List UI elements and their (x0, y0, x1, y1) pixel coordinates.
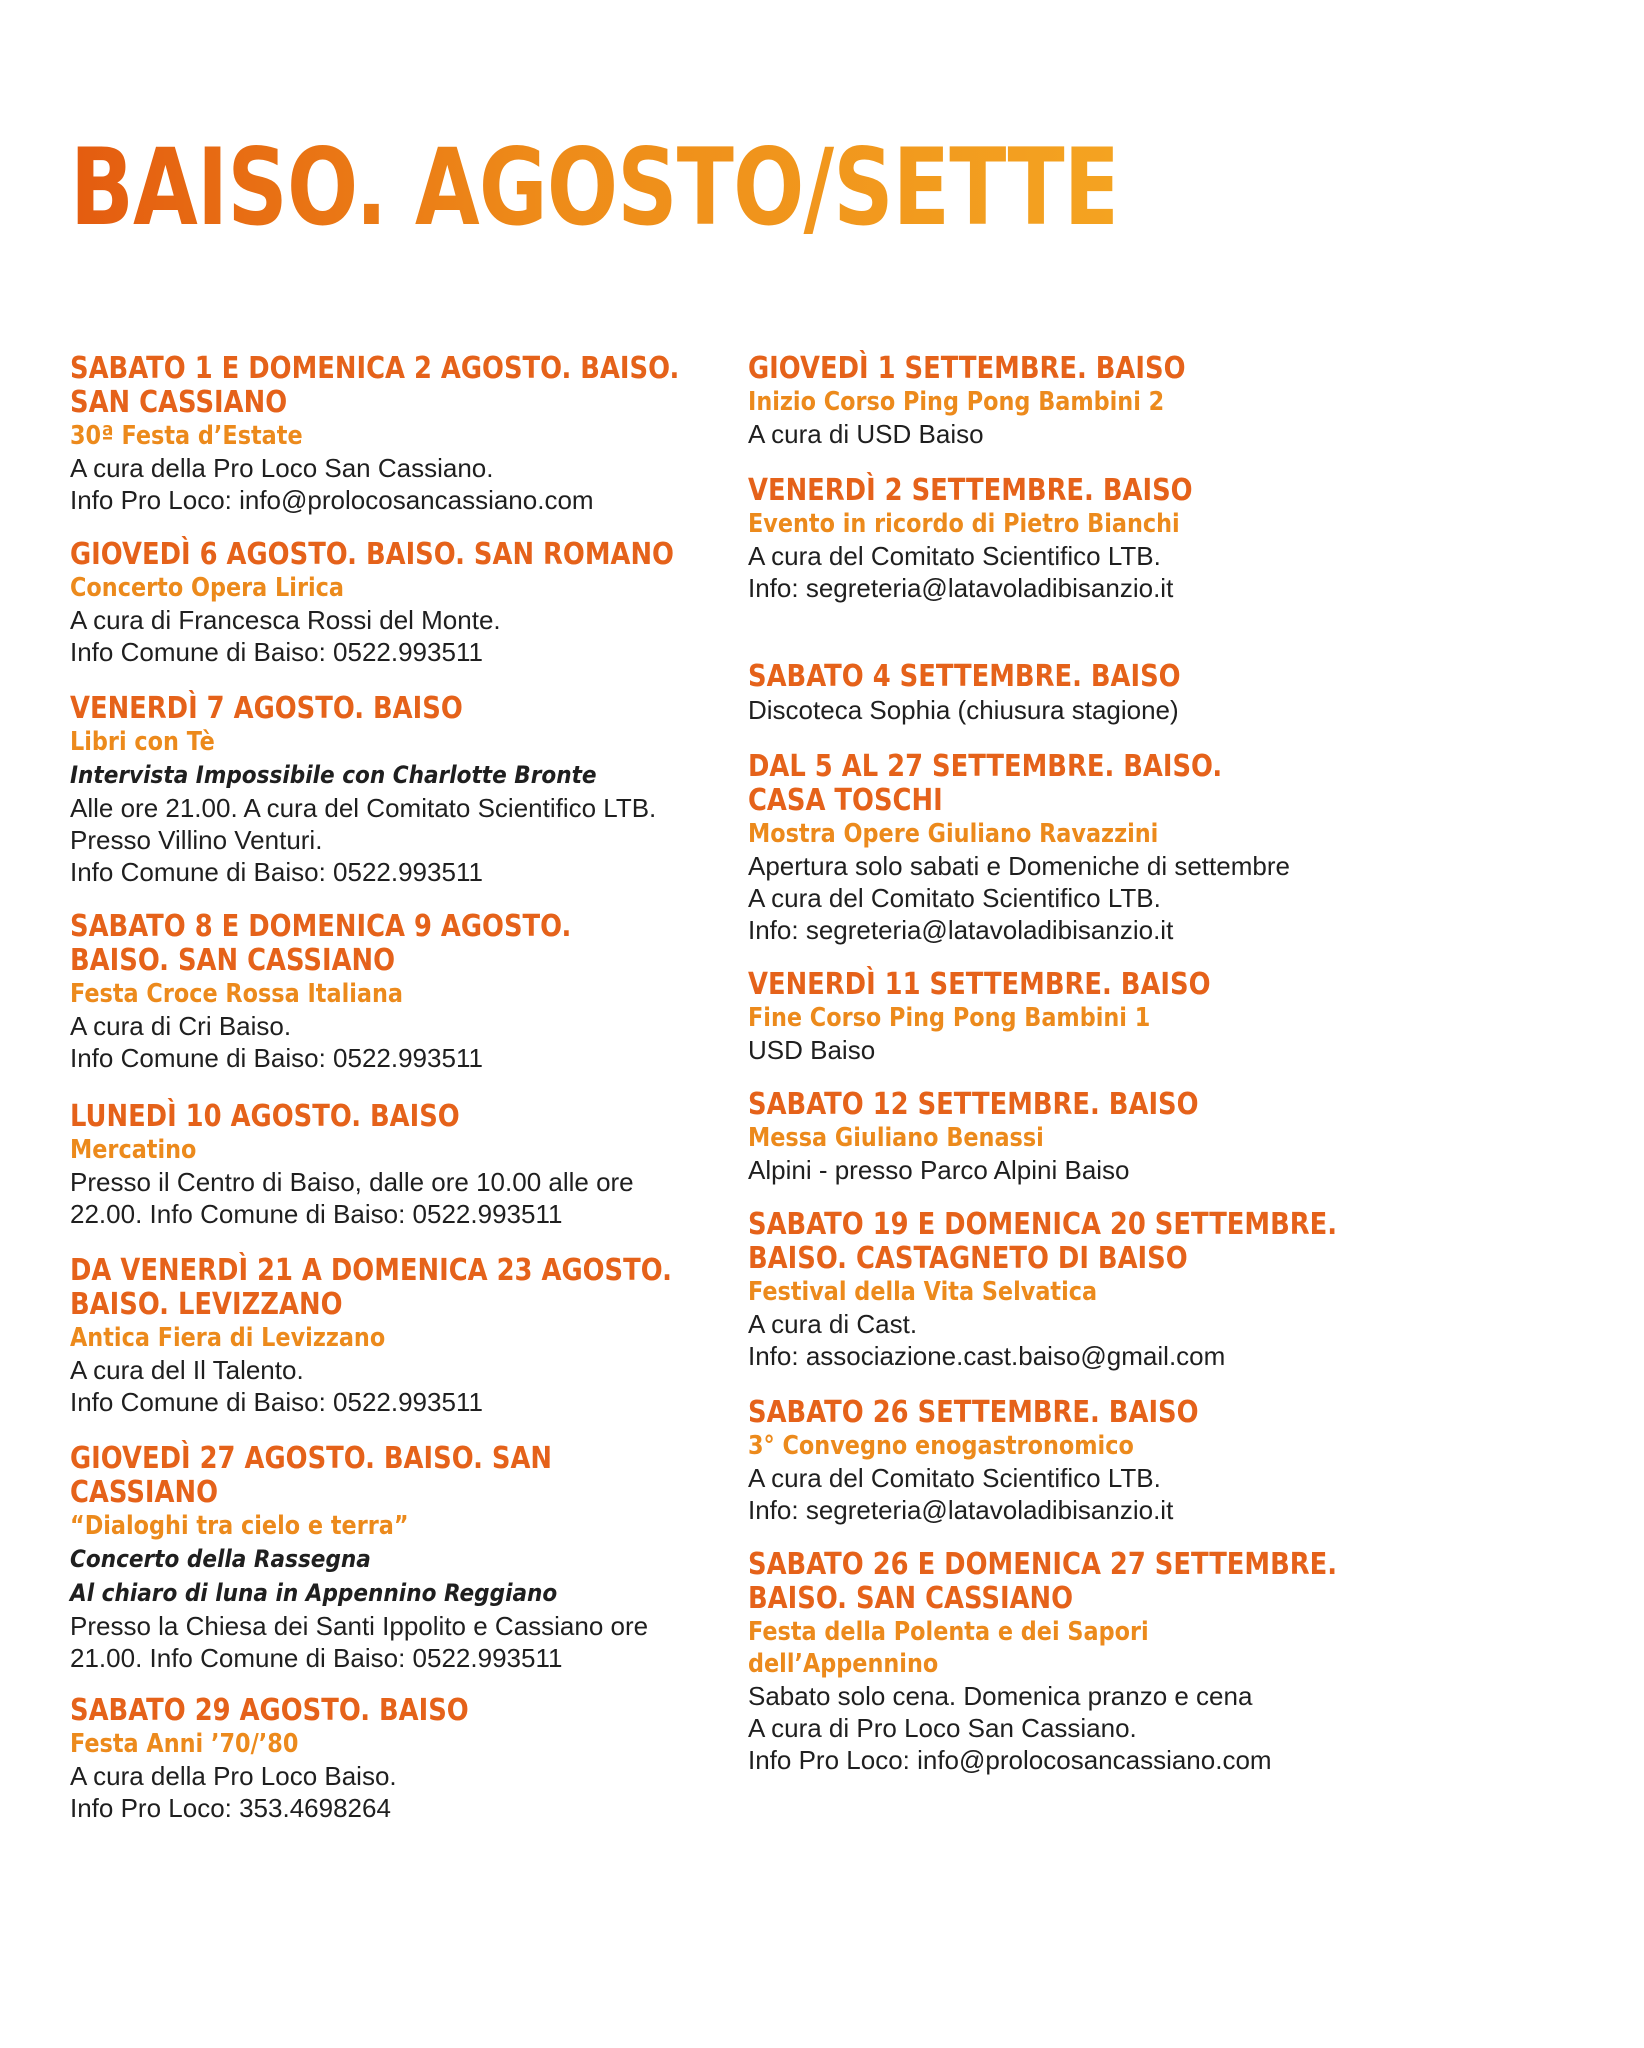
event-heading: VENERDÌ 2 SETTEMBRE. BAISO (748, 473, 1193, 508)
event-item (70, 1442, 730, 1674)
event-subtitle: “Dialoghi tra cielo e terra” (70, 1511, 409, 1541)
event-detail: Info: segreteria@latavoladibisanzio.it (748, 915, 1174, 945)
event-item (748, 1088, 1428, 1186)
event-detail: Info Pro Loco: 353.4698264 (70, 1793, 391, 1823)
event-item (70, 910, 730, 1074)
event-item (70, 1100, 730, 1230)
event-heading: VENERDÌ 7 AGOSTO. BAISO (70, 691, 463, 726)
event-heading: LUNEDÌ 10 AGOSTO. BAISO (70, 1099, 460, 1134)
event-detail: A cura di Pro Loco San Cassiano. (748, 1713, 1137, 1743)
event-detail: A cura del Comitato Scientifico LTB. (748, 1463, 1161, 1493)
event-detail: A cura di Cast. (748, 1309, 918, 1339)
event-subtitle: Festa Anni ’70/’80 (70, 1729, 299, 1759)
event-subtitle: Messa Giuliano Benassi (748, 1123, 1044, 1153)
event-description-italic: Intervista Impossibile con Charlotte Bronte (70, 761, 597, 789)
event-detail: A cura di USD Baiso (748, 419, 984, 449)
event-detail: Info: associazione.cast.baiso@gmail.com (748, 1341, 1226, 1371)
event-heading: SABATO 8 E DOMENICA 9 AGOSTO. (70, 909, 572, 944)
event-detail: Info: segreteria@latavoladibisanzio.it (748, 573, 1174, 603)
event-subtitle: dell’Appennino (748, 1649, 939, 1679)
event-heading: SABATO 26 E DOMENICA 27 SETTEMBRE. (748, 1547, 1338, 1582)
event-subtitle: Libri con Tè (70, 727, 215, 757)
event-detail: A cura della Pro Loco Baiso. (70, 1761, 397, 1791)
event-detail: A cura del Il Talento. (70, 1355, 304, 1385)
event-detail: Alpini - presso Parco Alpini Baiso (748, 1155, 1130, 1185)
event-heading: GIOVEDÌ 1 SETTEMBRE. BAISO (748, 351, 1186, 386)
event-detail: A cura di Francesca Rossi del Monte. (70, 605, 501, 635)
event-detail: Info Pro Loco: info@prolocosancassiano.com (748, 1745, 1272, 1775)
event-item (748, 660, 1428, 726)
event-detail: Info Comune di Baiso: 0522.993511 (70, 1387, 483, 1417)
event-detail: A cura del Comitato Scientifico LTB. (748, 883, 1161, 913)
event-detail: USD Baiso (748, 1035, 876, 1065)
event-subtitle: Festa della Polenta e dei Sapori (748, 1617, 1149, 1647)
event-item (70, 1254, 730, 1418)
event-description-italic: Al chiaro di luna in Appennino Reggiano (70, 1579, 558, 1607)
event-item (748, 750, 1428, 946)
event-subtitle: 3° Convegno enogastronomico (748, 1431, 1134, 1461)
event-detail: Presso la Chiesa dei Santi Ippolito e Cassiano ore (70, 1611, 649, 1641)
event-item (748, 968, 1428, 1066)
event-detail: Info Comune di Baiso: 0522.993511 (70, 1043, 483, 1073)
event-detail: Discoteca Sophia (chiusura stagione) (748, 695, 1179, 725)
event-heading: CASSIANO (70, 1475, 219, 1510)
event-detail: Sabato solo cena. Domenica pranzo e cena (748, 1681, 1253, 1711)
event-detail: Info: segreteria@latavoladibisanzio.it (748, 1495, 1174, 1525)
event-heading: SABATO 1 E DOMENICA 2 AGOSTO. BAISO. (70, 351, 680, 386)
event-subtitle: Festival della Vita Selvatica (748, 1277, 1098, 1307)
event-item (748, 1548, 1428, 1776)
right-column (748, 352, 1428, 1776)
event-subtitle: Antica Fiera di Levizzano (70, 1323, 386, 1353)
event-item (748, 474, 1428, 604)
event-item (70, 538, 730, 668)
left-column (70, 352, 730, 1824)
event-item (748, 1396, 1428, 1526)
event-subtitle: Festa Croce Rossa Italiana (70, 979, 404, 1009)
event-item (70, 692, 730, 888)
event-item (70, 1694, 730, 1824)
event-heading: SABATO 4 SETTEMBRE. BAISO (748, 659, 1181, 694)
event-heading: CASA TOSCHI (748, 783, 943, 818)
event-heading: BAISO. SAN CASSIANO (748, 1581, 1074, 1616)
event-detail: Presso il Centro di Baiso, dalle ore 10.00 alle ore (70, 1167, 634, 1197)
event-subtitle: Inizio Corso Ping Pong Bambini 2 (748, 387, 1165, 417)
event-subtitle: 30ª Festa d’Estate (70, 421, 303, 451)
event-detail: A cura del Comitato Scientifico LTB. (748, 541, 1161, 571)
event-item (70, 352, 730, 516)
event-detail: 22.00. Info Comune di Baiso: 0522.993511 (70, 1199, 563, 1229)
event-detail: Info Comune di Baiso: 0522.993511 (70, 637, 483, 667)
event-heading: BAISO. CASTAGNETO DI BAISO (748, 1241, 1188, 1276)
event-heading: SABATO 12 SETTEMBRE. BAISO (748, 1087, 1199, 1122)
event-detail: A cura di Cri Baiso. (70, 1011, 292, 1041)
event-subtitle: Concerto Opera Lirica (70, 573, 345, 603)
event-heading: SABATO 29 AGOSTO. BAISO (70, 1693, 469, 1728)
event-subtitle: Mostra Opere Giuliano Ravazzini (748, 819, 1159, 849)
event-heading: DA VENERDÌ 21 A DOMENICA 23 AGOSTO. (70, 1253, 672, 1288)
page-title: BAISO. AGOSTO/SETTEMBRE 2026 (70, 126, 1644, 249)
event-heading: SABATO 26 SETTEMBRE. BAISO (748, 1395, 1199, 1430)
event-detail: Info Comune di Baiso: 0522.993511 (70, 857, 483, 887)
event-subtitle: Mercatino (70, 1135, 197, 1165)
event-item (748, 1208, 1428, 1372)
event-detail: Info Pro Loco: info@prolocosancassiano.com (70, 485, 594, 515)
event-detail: A cura della Pro Loco San Cassiano. (70, 453, 494, 483)
event-detail: Presso Villino Venturi. (70, 825, 323, 855)
event-detail: 21.00. Info Comune di Baiso: 0522.993511 (70, 1643, 563, 1673)
event-subtitle: Fine Corso Ping Pong Bambini 1 (748, 1003, 1151, 1033)
event-heading: DAL 5 AL 27 SETTEMBRE. BAISO. (748, 749, 1223, 784)
event-heading: GIOVEDÌ 27 AGOSTO. BAISO. SAN (70, 1441, 553, 1476)
event-detail: Apertura solo sabati e Domeniche di settembre (748, 851, 1290, 881)
event-heading: BAISO. SAN CASSIANO (70, 943, 396, 978)
event-heading: BAISO. LEVIZZANO (70, 1287, 343, 1322)
event-heading: SAN CASSIANO (70, 385, 288, 420)
event-heading: SABATO 19 E DOMENICA 20 SETTEMBRE. (748, 1207, 1338, 1242)
event-item (748, 352, 1428, 450)
event-subtitle: Evento in ricordo di Pietro Bianchi (748, 509, 1180, 539)
event-heading: VENERDÌ 11 SETTEMBRE. BAISO (748, 967, 1211, 1002)
event-detail: Alle ore 21.00. A cura del Comitato Scientifico LTB. (70, 793, 657, 823)
event-description-italic: Concerto della Rassegna (70, 1545, 371, 1573)
event-heading: GIOVEDÌ 6 AGOSTO. BAISO. SAN ROMANO (70, 537, 675, 572)
